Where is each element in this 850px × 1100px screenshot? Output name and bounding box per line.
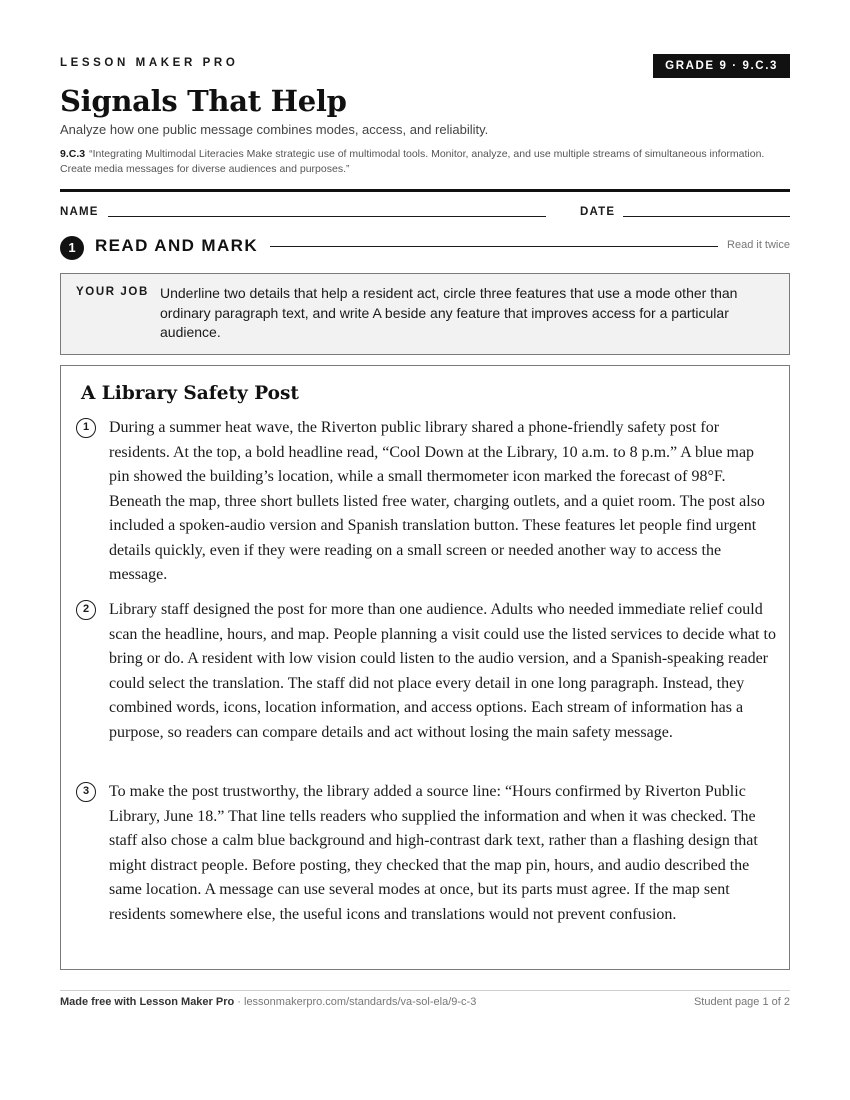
date-label: DATE	[580, 206, 616, 218]
job-label: YOUR JOB	[76, 286, 149, 298]
paragraph-number: 1	[76, 418, 96, 438]
section-note: Read it twice	[727, 239, 790, 251]
paragraph-text: During a summer heat wave, the Riverton public library shared a phone-friendly safety post for residents. At the top, a bold headline read, “Cool Down at the Library, 10 a.m. to 8 p.m.” A blue map pin showed the building’s location, while a small thermometer icon marked the forecast of 98°F. Beneath the map, three short bullets listed free water, charging outlets, and a quiet room. The post also included a spoken-audio version and Spanish translation button. These features let people find urgent details quickly, even if they were reading on a small screen or needed another way to access the message.	[109, 419, 765, 583]
job-text: Underline two details that help a resident act, circle three features that use a mode other than ordinary paragraph text, and write A beside any feature that improves access for a particular audience.	[160, 285, 738, 340]
standard-description	[60, 147, 790, 177]
passage-paragraph	[76, 416, 776, 588]
passage-paragraph	[76, 598, 776, 745]
paragraph-number: 3	[76, 782, 96, 802]
section-number-badge: 1	[60, 236, 84, 260]
grade-badge: GRADE 9 · 9.C.3	[653, 54, 790, 78]
standard-text: “Integrating Multimodal Literacies Make strategic use of multimodal tools. Monitor, analyze, and use multiple streams of simultaneous information. Create media messages for diverse audiences and purposes.”	[60, 148, 765, 175]
paragraph-text: To make the post trustworthy, the library added a source line: “Hours confirmed by Riverton Public Library, June 18.” That line tells readers who supplied the information and when it was checked. The staff also chose a calm blue background and high-contrast dark text, rather than a flashing design that might distract people. Before posting, they checked that the map pin, hours, and audio described the same location. A message can use several modes at once, but its parts must agree. If the map sent residents somewhere else, the useful icons and translations would not prevent confusion.	[109, 783, 758, 923]
reading-passage	[60, 365, 790, 970]
paragraph-number: 2	[76, 600, 96, 620]
header-divider	[60, 189, 790, 192]
brand-name: LESSON MAKER PRO	[60, 57, 239, 69]
job-instructions-box	[60, 273, 790, 355]
page-title: Signals That Help	[60, 84, 347, 118]
name-label: NAME	[60, 206, 99, 218]
page-subtitle: Analyze how one public message combines modes, access, and reliability.	[60, 122, 489, 137]
section-divider	[270, 246, 718, 247]
footer-made-with: Made free with Lesson Maker Pro	[60, 996, 235, 1008]
worksheet-page	[60, 0, 790, 1100]
passage-title: A Library Safety Post	[81, 383, 299, 404]
footer-divider	[60, 990, 790, 991]
footer-credit	[60, 996, 476, 1008]
date-field[interactable]	[623, 216, 790, 217]
passage-paragraph	[76, 780, 776, 927]
footer-page-number: Student page 1 of 2	[693, 996, 790, 1008]
standard-code: 9.C.3	[60, 148, 86, 160]
section-title: READ AND MARK	[95, 236, 259, 255]
paragraph-text: Library staff designed the post for more than one audience. Adults who needed immediate relief could scan the headline, hours, and map. People planning a visit could use the listed services to decide what to bring or do. A resident with low vision could listen to the audio version, and a Spanish-speaking reader could select the translation. The staff did not place every detail in one long paragraph. Instead, they combined words, icons, location information, and access options. Each stream of information has a purpose, so readers can compare details and act without losing the main safety message.	[109, 601, 776, 741]
footer-url[interactable]: · lessonmakerpro.com/standards/va-sol-ela/9-c-3	[234, 996, 477, 1008]
name-field[interactable]	[108, 216, 546, 217]
